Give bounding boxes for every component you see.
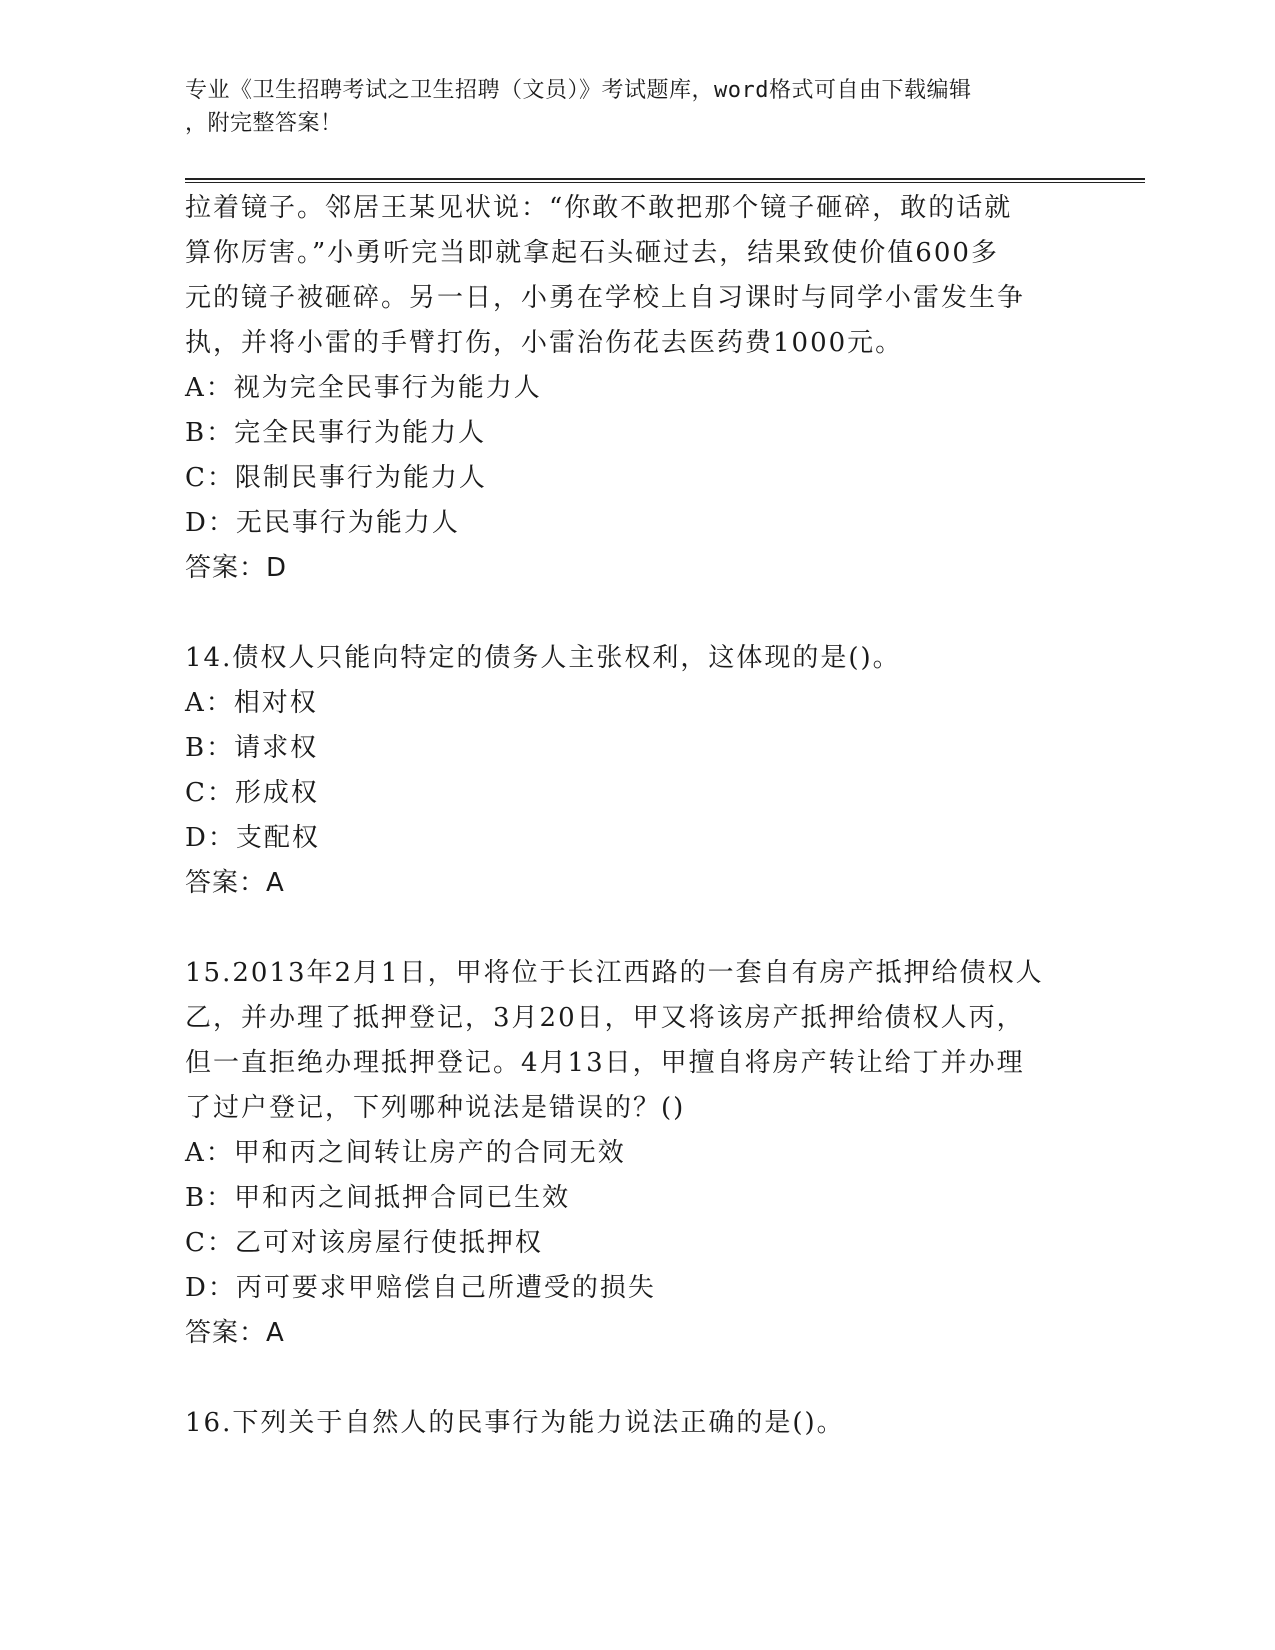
question-15-answer: 答案：A (185, 1318, 285, 1348)
question-13-option-a: A：视为完全民事行为能力人 (185, 373, 542, 403)
question-13-text-line: 执，并将小雷的手臂打伤，小雷治伤花去医药费1000元。 (185, 328, 904, 358)
header-line-1: 专业《卫生招聘考试之卫生招聘（文员）》考试题库，word格式可自由下载编辑 (185, 78, 972, 103)
question-15-text-line: 了过户登记，下列哪种说法是错误的？() (185, 1093, 686, 1123)
spacer (185, 906, 1085, 951)
document-body (185, 186, 1085, 1446)
question-16 (185, 1401, 1085, 1446)
question-13-option-b: B：完全民事行为能力人 (185, 418, 487, 448)
document-header (185, 74, 1065, 140)
question-13-text-line: 拉着镜子。邻居王某见状说：“你敢不敢把那个镜子砸碎，敢的话就 (185, 193, 1013, 223)
header-line-2: ，附完整答案！ (185, 111, 343, 136)
question-14 (185, 636, 1085, 906)
question-15-option-c: C：乙可对该房屋行使抵押权 (185, 1228, 543, 1258)
header-divider-thick (185, 178, 1145, 180)
question-13-text-line: 算你厉害。”小勇听完当即就拿起石头砸过去，结果致使价值600多 (185, 238, 999, 268)
question-16-text-line: 16.下列关于自然人的民事行为能力说法正确的是()。 (185, 1408, 845, 1438)
question-13-answer: 答案：D (185, 553, 288, 583)
question-14-option-c: C：形成权 (185, 778, 319, 808)
question-13-text-line: 元的镜子被砸碎。另一日，小勇在学校上自习课时与同学小雷发生争 (185, 283, 1026, 313)
question-14-option-a: A：相对权 (185, 688, 318, 718)
question-15 (185, 951, 1085, 1356)
question-14-answer: 答案：A (185, 868, 285, 898)
question-15-text-line: 乙，并办理了抵押登记，3月20日，甲又将该房产抵押给债权人丙， (185, 1003, 1025, 1033)
spacer (185, 591, 1085, 636)
question-13 (185, 186, 1085, 591)
header-divider-thin (185, 182, 1145, 183)
question-15-option-d: D：丙可要求甲赔偿自己所遭受的损失 (185, 1273, 656, 1303)
question-14-text-line: 14.债权人只能向特定的债务人主张权利，这体现的是()。 (185, 643, 901, 673)
question-15-option-a: A：甲和丙之间转让房产的合同无效 (185, 1138, 626, 1168)
spacer (185, 1356, 1085, 1401)
question-14-option-b: B：请求权 (185, 733, 319, 763)
question-15-text-line: 但一直拒绝办理抵押登记。4月13日，甲擅自将房产转让给丁并办理 (185, 1048, 1025, 1078)
question-15-text-line: 15.2013年2月1日，甲将位于长江西路的一套自有房产抵押给债权人 (185, 958, 1044, 988)
question-13-option-c: C：限制民事行为能力人 (185, 463, 487, 493)
question-14-option-d: D：支配权 (185, 823, 320, 853)
question-15-option-b: B：甲和丙之间抵押合同已生效 (185, 1183, 571, 1213)
question-13-option-d: D：无民事行为能力人 (185, 508, 460, 538)
